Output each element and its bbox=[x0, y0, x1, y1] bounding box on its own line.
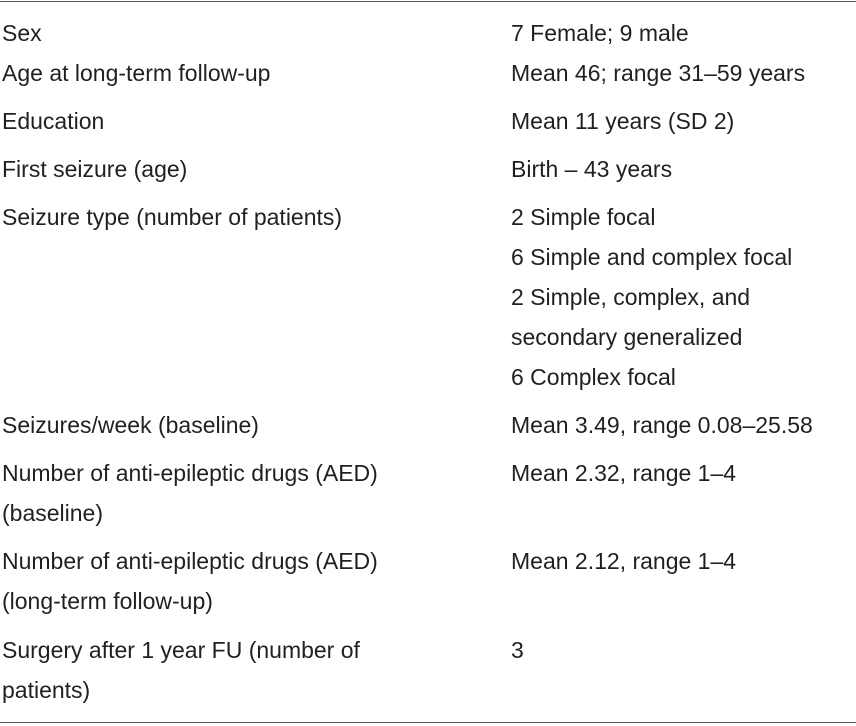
label-line: Seizures/week (baseline) bbox=[2, 412, 259, 438]
value-line: secondary generalized bbox=[511, 324, 743, 350]
row-value bbox=[511, 453, 856, 493]
table-top-rule bbox=[0, 1, 856, 2]
value-line: Mean 3.49, range 0.08–25.58 bbox=[511, 412, 813, 438]
value-line: Mean 11 years (SD 2) bbox=[511, 108, 735, 134]
label-line: Education bbox=[2, 108, 105, 134]
row-value bbox=[511, 53, 856, 93]
row-label bbox=[2, 541, 502, 621]
value-line: 2 Simple focal bbox=[511, 204, 656, 230]
table-bottom-rule bbox=[0, 722, 856, 723]
label-line: Surgery after 1 year FU (number of bbox=[2, 637, 360, 663]
row-label bbox=[2, 53, 502, 93]
label-line: Number of anti-epileptic drugs (AED) bbox=[2, 460, 378, 486]
row-label bbox=[2, 197, 502, 237]
row-label bbox=[2, 630, 502, 710]
label-line: (long-term follow-up) bbox=[2, 588, 213, 614]
value-line: 6 Complex focal bbox=[511, 364, 676, 390]
value-line: 3 bbox=[511, 637, 524, 663]
row-label bbox=[2, 101, 502, 141]
row-value bbox=[511, 405, 856, 445]
label-line: First seizure (age) bbox=[2, 156, 188, 182]
row-label bbox=[2, 13, 502, 53]
value-line: 6 Simple and complex focal bbox=[511, 244, 793, 270]
value-line: 7 Female; 9 male bbox=[511, 20, 689, 46]
row-value bbox=[511, 630, 856, 670]
label-line: Number of anti-epileptic drugs (AED) bbox=[2, 548, 378, 574]
row-value bbox=[511, 13, 856, 53]
label-line: (baseline) bbox=[2, 500, 103, 526]
row-label bbox=[2, 453, 502, 533]
label-line: patients) bbox=[2, 677, 91, 703]
label-line: Age at long-term follow-up bbox=[2, 60, 271, 86]
row-value bbox=[511, 149, 856, 189]
row-label bbox=[2, 149, 502, 189]
value-line: Mean 2.12, range 1–4 bbox=[511, 548, 737, 574]
value-line: Birth – 43 years bbox=[511, 156, 673, 182]
row-value bbox=[511, 197, 856, 397]
value-line: Mean 46; range 31–59 years bbox=[511, 60, 806, 86]
value-line: Mean 2.32, range 1–4 bbox=[511, 460, 737, 486]
label-line: Sex bbox=[2, 20, 42, 46]
row-value bbox=[511, 541, 856, 581]
row-label bbox=[2, 405, 502, 445]
value-line: 2 Simple, complex, and bbox=[511, 284, 751, 310]
row-value bbox=[511, 101, 856, 141]
label-line: Seizure type (number of patients) bbox=[2, 204, 343, 230]
